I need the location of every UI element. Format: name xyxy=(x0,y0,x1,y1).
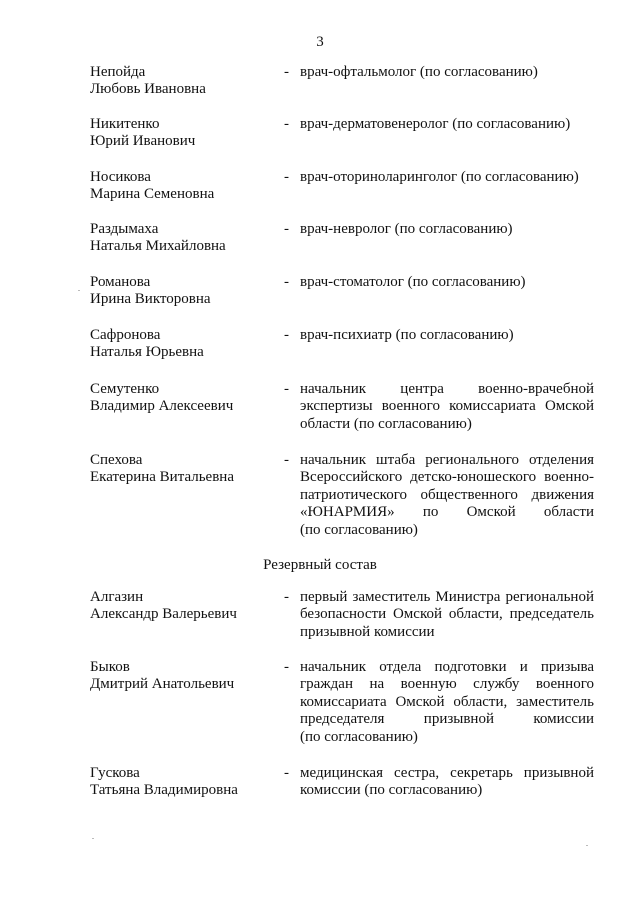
member-given-names: Татьяна Владимировна xyxy=(90,782,238,799)
role-line: патриотического общественного движения xyxy=(300,486,594,503)
scan-speck xyxy=(586,845,588,846)
role-line: «ЮНАРМИЯ» по Омской области xyxy=(300,504,594,521)
member-name xyxy=(90,221,270,256)
member-role xyxy=(300,64,594,81)
dash-separator: - xyxy=(284,659,289,675)
dash-separator: - xyxy=(284,169,289,185)
member-given-names: Любовь Ивановна xyxy=(90,81,206,98)
member-surname: Непойда xyxy=(90,64,146,80)
page-number: 3 xyxy=(316,34,324,50)
member-surname: Никитенко xyxy=(90,116,160,132)
dash-separator: - xyxy=(284,221,289,237)
role-line: области (по согласованию) xyxy=(300,415,472,432)
member-surname: Романова xyxy=(90,274,151,290)
role-line: председателя призывной комиссии xyxy=(300,711,594,728)
role-line: комиссариата Омской области, заместитель xyxy=(300,693,594,710)
member-name xyxy=(90,169,270,204)
member-role xyxy=(300,327,594,344)
member-surname: Гускова xyxy=(90,765,140,781)
role-line: первый заместитель Министра региональной xyxy=(300,589,594,605)
member-role xyxy=(300,659,594,746)
member-given-names: Наталья Юрьевна xyxy=(90,344,204,361)
member-given-names: Александр Валерьевич xyxy=(90,606,237,623)
member-name xyxy=(90,381,270,416)
member-surname: Носикова xyxy=(90,169,151,185)
member-name xyxy=(90,327,270,362)
dash-separator: - xyxy=(284,274,289,290)
member-given-names: Юрий Иванович xyxy=(90,133,196,150)
member-given-names: Марина Семеновна xyxy=(90,186,215,203)
role-line: врач-дерматовенеролог (по согласованию) xyxy=(300,116,571,132)
member-role xyxy=(300,221,594,238)
reserve-section-title: Резервный состав xyxy=(263,557,377,573)
member-role xyxy=(300,169,594,186)
member-given-names: Владимир Алексеевич xyxy=(90,398,234,415)
dash-separator: - xyxy=(284,452,289,468)
role-line: безопасности Омской области, председатель xyxy=(300,606,594,623)
dash-separator: - xyxy=(284,64,289,80)
member-surname: Спехова xyxy=(90,452,143,468)
dash-separator: - xyxy=(284,116,289,132)
member-given-names: Екатерина Витальевна xyxy=(90,469,234,486)
member-role xyxy=(300,765,594,800)
member-surname: Быков xyxy=(90,659,130,675)
role-line: врач-оториноларинголог (по согласованию) xyxy=(300,169,579,185)
role-line: врач-психиатр (по согласованию) xyxy=(300,327,514,343)
member-name xyxy=(90,589,270,624)
member-given-names: Наталья Михайловна xyxy=(90,238,226,255)
scan-speck xyxy=(92,838,94,839)
dash-separator: - xyxy=(284,765,289,781)
member-given-names: Дмитрий Анатольевич xyxy=(90,676,235,693)
role-line: комиссии (по согласованию) xyxy=(300,782,483,799)
member-role xyxy=(300,589,594,641)
member-name xyxy=(90,116,270,151)
member-role xyxy=(300,452,594,539)
role-line: призывной комиссии xyxy=(300,623,435,640)
member-role xyxy=(300,274,594,291)
role-line: (по согласованию) xyxy=(300,728,418,745)
member-name xyxy=(90,452,270,487)
member-surname: Раздымаха xyxy=(90,221,159,237)
role-line: начальник отдела подготовки и призыва xyxy=(300,659,594,675)
role-line: начальник центра военно-врачебной xyxy=(300,381,594,397)
member-surname: Семутенко xyxy=(90,381,160,397)
member-name xyxy=(90,274,270,309)
role-line: экспертизы военного комиссариата Омской xyxy=(300,398,594,415)
dash-separator: - xyxy=(284,589,289,605)
member-surname: Сафронова xyxy=(90,327,161,343)
role-line: врач-офтальмолог (по согласованию) xyxy=(300,64,538,80)
scan-speck xyxy=(78,290,80,291)
member-given-names: Ирина Викторовна xyxy=(90,291,211,308)
member-role xyxy=(300,116,594,133)
role-line: медицинская сестра, секретарь призывной xyxy=(300,765,594,781)
role-line: (по согласованию) xyxy=(300,521,418,538)
role-line: врач-невролог (по согласованию) xyxy=(300,221,513,237)
role-line: врач-стоматолог (по согласованию) xyxy=(300,274,526,290)
dash-separator: - xyxy=(284,327,289,343)
role-line: граждан на военную службу военного xyxy=(300,676,594,693)
member-name xyxy=(90,64,270,99)
member-surname: Алгазин xyxy=(90,589,144,605)
role-line: Всероссийского детско-юношеского военно- xyxy=(300,469,594,486)
dash-separator: - xyxy=(284,381,289,397)
member-role xyxy=(300,381,594,433)
member-name xyxy=(90,765,270,800)
role-line: начальник штаба регионального отделения xyxy=(300,452,594,468)
member-name xyxy=(90,659,270,694)
